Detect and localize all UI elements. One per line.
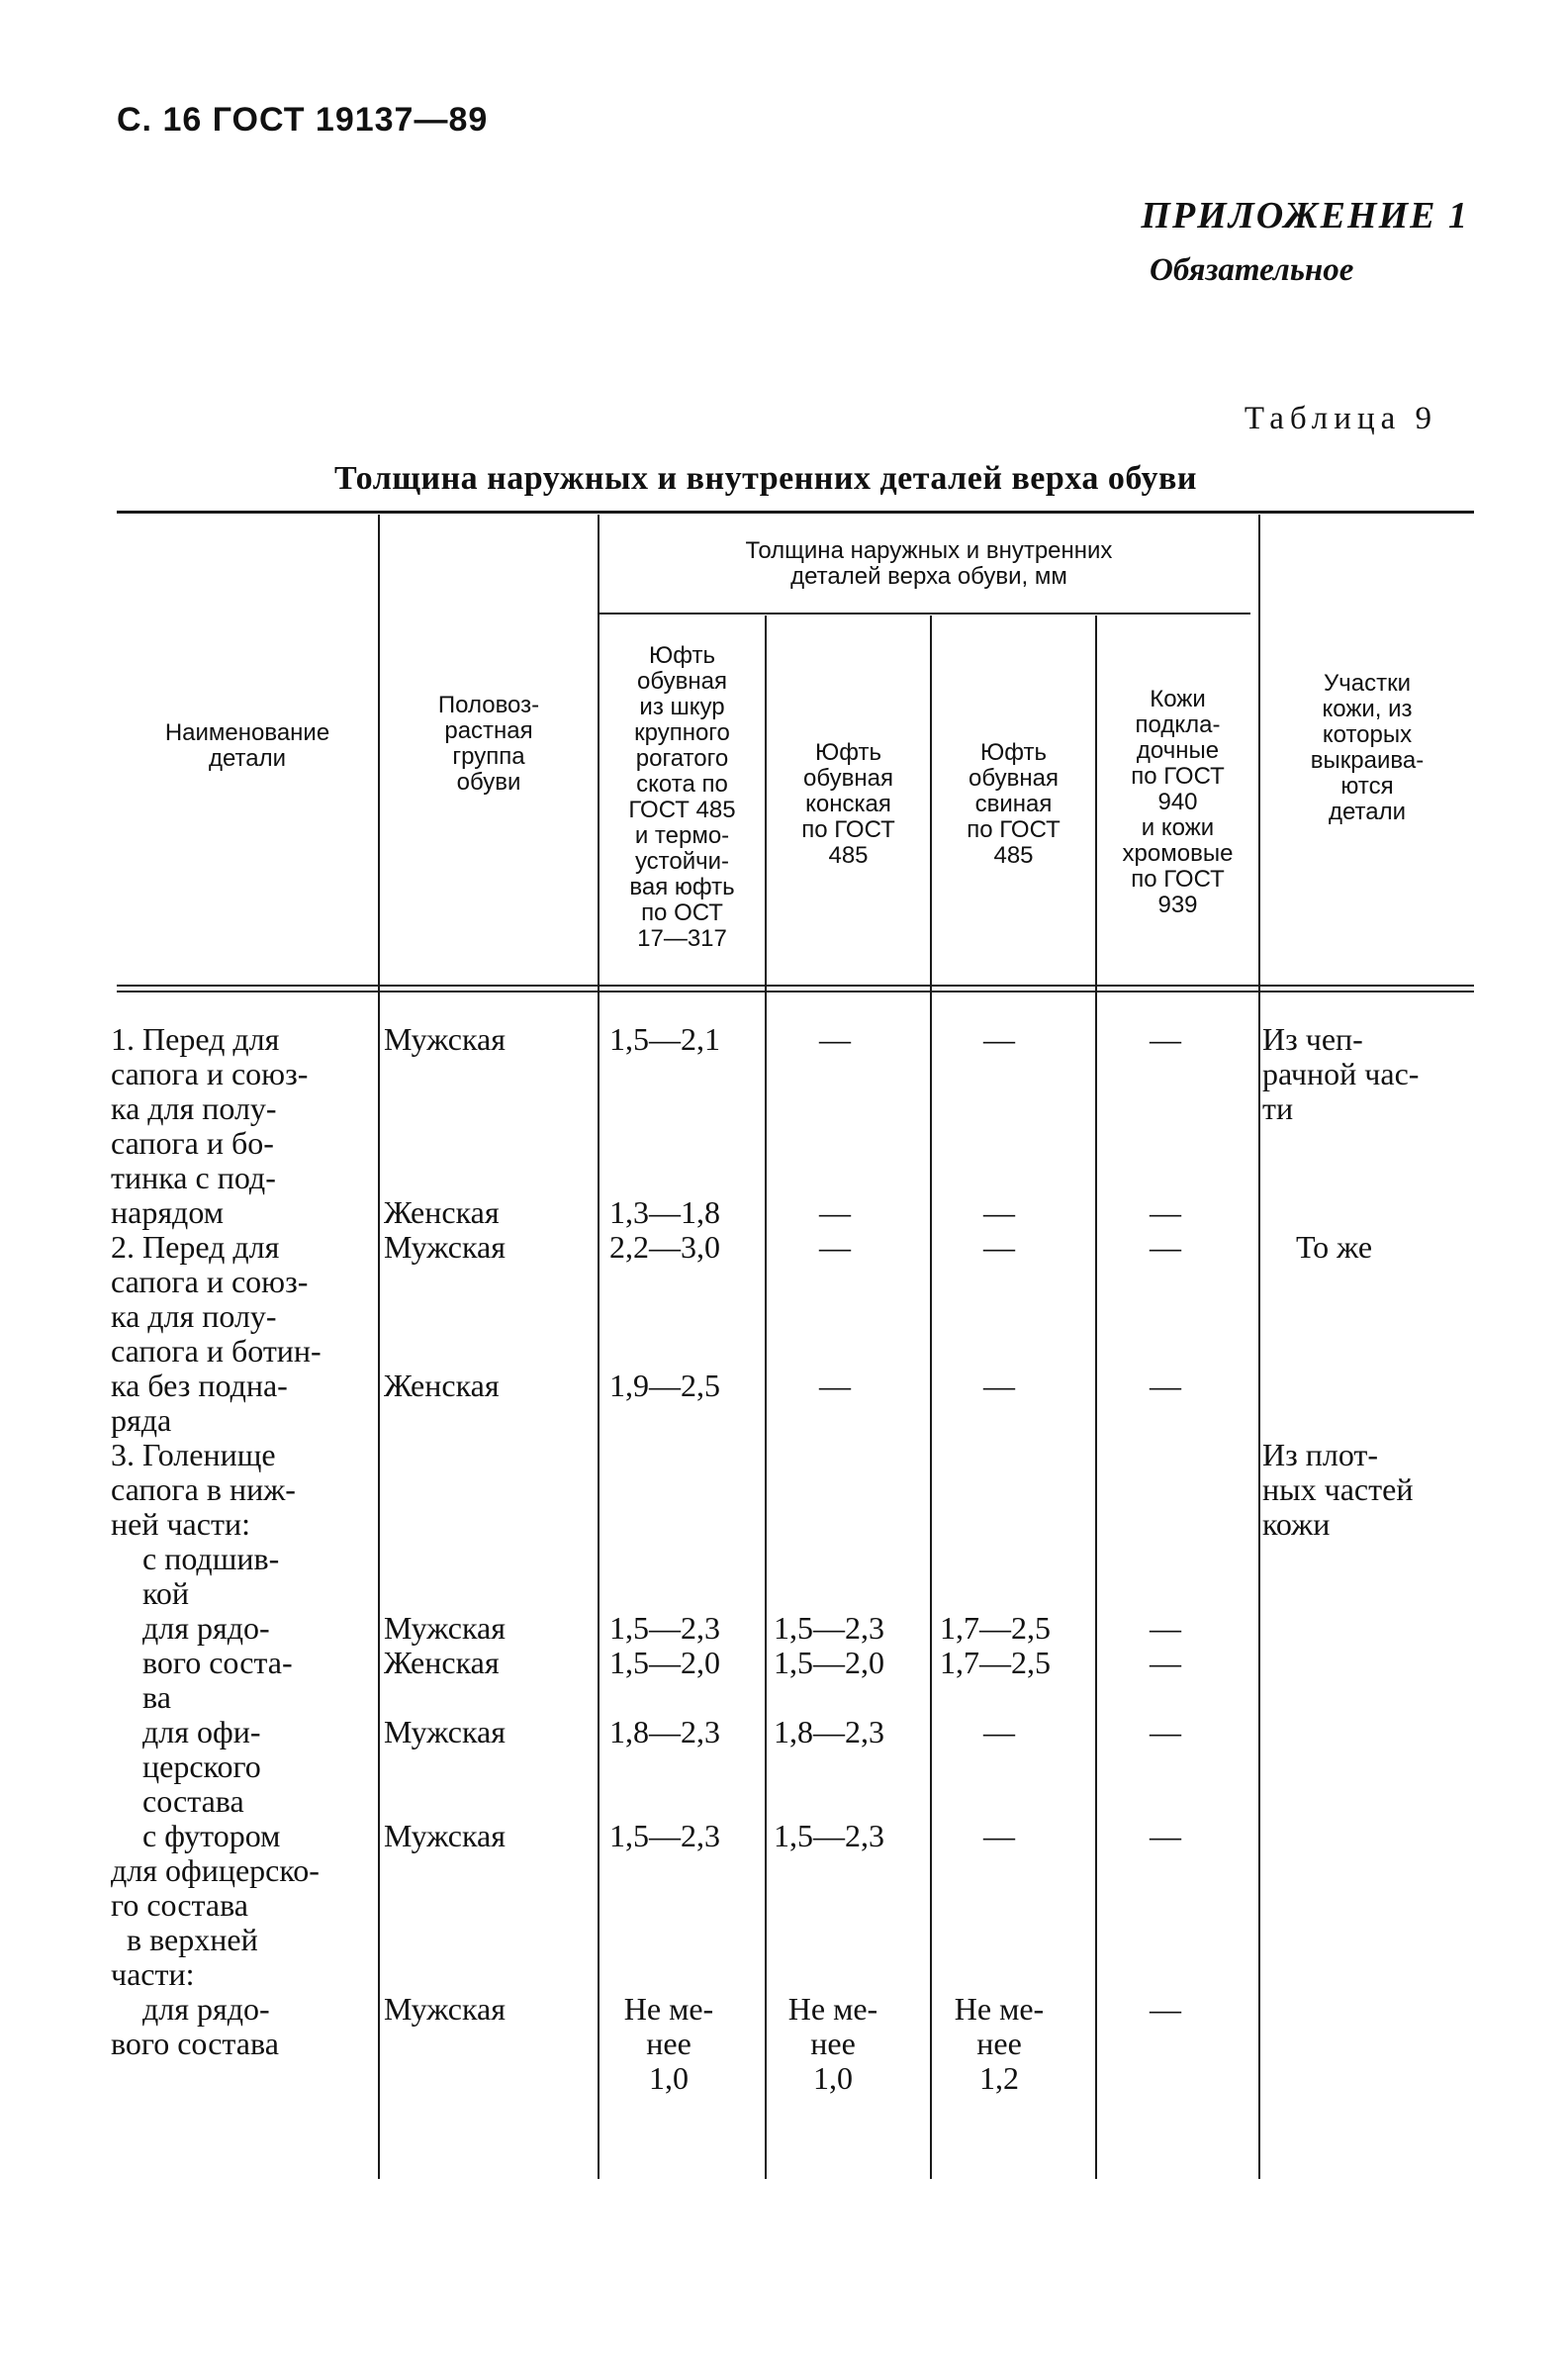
column-header-areas: Участки кожи, из которых выкраива- ются детали	[1310, 670, 1425, 825]
row-9-group: Мужская	[384, 1818, 506, 1853]
row-3-yuft-krs: 2,2—3,0	[609, 1229, 720, 1265]
row-10-name: в верхней части:	[111, 1922, 258, 1992]
row-3-group: Мужская	[384, 1229, 506, 1265]
table-top-rule	[117, 511, 1474, 514]
row-3-name: 2. Перед для сапога и союз- ка для полу- сапога и ботин- ка без подна- ряда	[111, 1229, 322, 1438]
row-8-yuft-krs: 1,8—2,3	[609, 1714, 720, 1749]
row-11-group: Мужская	[384, 1991, 506, 2027]
column-header-yuft-svinaya: Юфть обувная свиная по ГОСТ 485	[967, 739, 1061, 869]
row-8-yuft-svinaya: —	[983, 1714, 1015, 1749]
row-4-group: Женская	[384, 1368, 500, 1403]
row-9-kozhi: —	[1150, 1818, 1181, 1853]
row-4-yuft-krs: 1,9—2,5	[609, 1368, 720, 1403]
table-number: Таблица 9	[1244, 401, 1437, 436]
row-4-yuft-konskaya: —	[819, 1368, 851, 1403]
row-11-yuft-svinaya: Не ме- нее 1,2	[954, 1991, 1045, 2096]
row-9-yuft-svinaya: —	[983, 1818, 1015, 1853]
row-1-area: Из чеп- рачной час- ти	[1262, 1021, 1420, 1126]
appendix-status: Обязательное	[1150, 252, 1354, 288]
row-1-name: 1. Перед для сапога и союз- ка для полу- сапога и бо- тинка с под- нарядом	[111, 1021, 309, 1230]
column-header-kozhi: Кожи подкла- дочные по ГОСТ 940 и кожи хромовые по ГОСТ 939	[1122, 686, 1234, 918]
row-4-kozhi: —	[1150, 1368, 1181, 1403]
row-1-yuft-svinaya: —	[983, 1021, 1015, 1057]
row-7-yuft-svinaya: 1,7—2,5	[940, 1645, 1051, 1680]
page-reference: С. 16 ГОСТ 19137—89	[117, 101, 489, 139]
row-2-yuft-svinaya: —	[983, 1194, 1015, 1230]
column-header-name: Наименование детали	[164, 719, 330, 772]
row-2-kozhi: —	[1150, 1194, 1181, 1230]
row-2-yuft-konskaya: —	[819, 1194, 851, 1230]
column-header-group: Половоз- растная группа обуви	[437, 692, 540, 796]
row-2-group: Женская	[384, 1194, 500, 1230]
row-8-name: для офи- церского состава	[142, 1714, 261, 1819]
row-6-kozhi: —	[1150, 1610, 1181, 1646]
row-5-name: 3. Голенище сапога в ниж- ней части: с подшив- кой	[111, 1437, 296, 1611]
row-7-kozhi: —	[1150, 1645, 1181, 1680]
row-6-name: для рядо- вого соста- ва	[142, 1610, 293, 1715]
row-11-yuft-konskaya: Не ме- нее 1,0	[787, 1991, 878, 2096]
row-11-kozhi: —	[1150, 1991, 1181, 2027]
thickness-group-rule	[598, 613, 1250, 614]
row-1-kozhi: —	[1150, 1021, 1181, 1057]
row-6-yuft-konskaya: 1,5—2,3	[774, 1610, 884, 1646]
row-9-name: с футором для офицерско- го состава	[111, 1818, 320, 1923]
row-2-yuft-krs: 1,3—1,8	[609, 1194, 720, 1230]
table-title: Толщина наружных и внутренних деталей верха обуви	[334, 460, 1198, 497]
row-3-area: То же	[1296, 1229, 1373, 1265]
row-3-yuft-svinaya: —	[983, 1229, 1015, 1265]
column-header-yuft-krs: Юфть обувная из шкур крупного рогатого скота по ГОСТ 485 и термо- устойчи- вая юфть по ОСТ 17—317	[628, 642, 736, 952]
row-6-yuft-krs: 1,5—2,3	[609, 1610, 720, 1646]
row-1-yuft-konskaya: —	[819, 1021, 851, 1057]
row-11-yuft-krs: Не ме- нее 1,0	[623, 1991, 714, 2096]
column-header-thickness: Толщина наружных и внутренних деталей верха обуви, мм	[745, 537, 1113, 590]
row-8-group: Мужская	[384, 1714, 506, 1749]
row-8-yuft-konskaya: 1,8—2,3	[774, 1714, 884, 1749]
row-3-yuft-konskaya: —	[819, 1229, 851, 1265]
row-11-name: для рядо- вого состава	[111, 1991, 279, 2061]
row-9-yuft-krs: 1,5—2,3	[609, 1818, 720, 1853]
row-5-area: Из плот- ных частей кожи	[1262, 1437, 1414, 1542]
row-9-yuft-konskaya: 1,5—2,3	[774, 1818, 884, 1853]
row-1-group: Мужская	[384, 1021, 506, 1057]
row-7-yuft-krs: 1,5—2,0	[609, 1645, 720, 1680]
row-8-kozhi: —	[1150, 1714, 1181, 1749]
row-6-yuft-svinaya: 1,7—2,5	[940, 1610, 1051, 1646]
row-4-yuft-svinaya: —	[983, 1368, 1015, 1403]
header-bottom-rule-2	[117, 991, 1474, 992]
header-bottom-rule-1	[117, 985, 1474, 987]
row-6-group: Мужская	[384, 1610, 506, 1646]
row-3-kozhi: —	[1150, 1229, 1181, 1265]
appendix-title: ПРИЛОЖЕНИЕ 1	[1141, 195, 1469, 236]
column-header-yuft-konskaya: Юфть обувная конская по ГОСТ 485	[801, 739, 895, 869]
row-1-yuft-krs: 1,5—2,1	[609, 1021, 720, 1057]
row-7-group: Женская	[384, 1645, 500, 1680]
row-7-yuft-konskaya: 1,5—2,0	[774, 1645, 884, 1680]
